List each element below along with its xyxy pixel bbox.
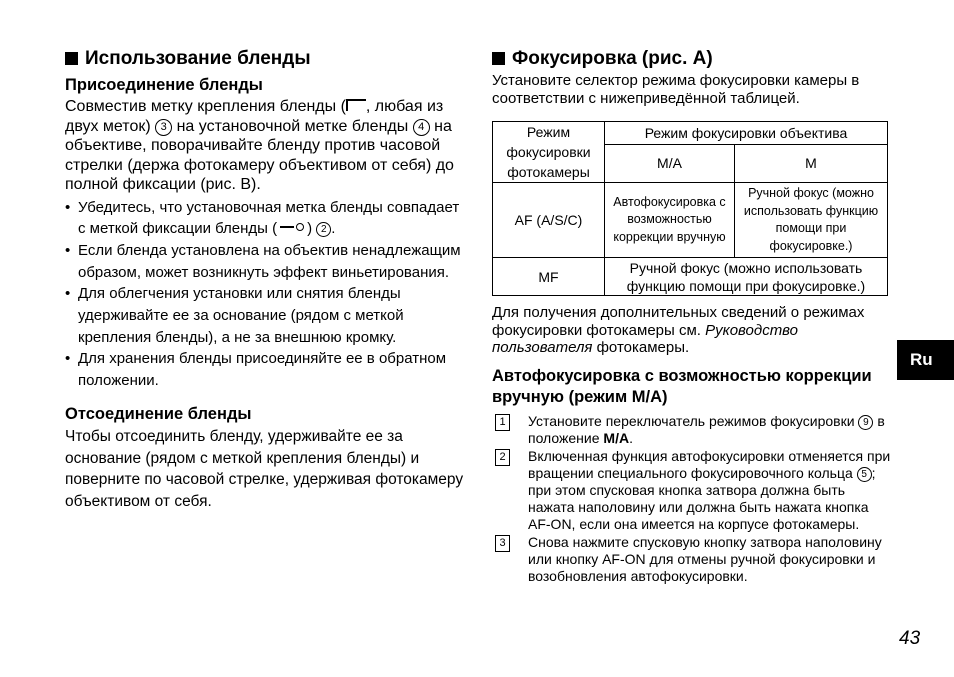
step-number: 1 <box>495 414 510 431</box>
left-column <box>65 48 465 513</box>
step-item: 3 Снова нажмите спусковую кнопку затвора наполовину или кнопку AF-ON для отмены ручной фокусировки и возобновления автофокусировки. <box>492 534 892 585</box>
col-m-header: M <box>735 144 888 182</box>
row-af-header: AF (A/S/C) <box>493 183 605 258</box>
page-number: 43 <box>899 628 921 649</box>
focus-section-heading: Фокусировка (рис. A) <box>492 48 892 70</box>
hood-lock-mark-icon <box>277 221 307 233</box>
ma-steps <box>492 413 892 585</box>
ma-subheading: Автофокусировка с возможностью коррекции вручную (режим M/A) <box>492 366 872 406</box>
hood-section-heading: Использование бленды <box>65 48 465 70</box>
attach-heading: Присоединение бленды <box>65 76 263 94</box>
bullet-item: • Убедитесь, что установочная метка бленды совпадает с меткой фиксации бленды ( ) 2 . <box>65 197 465 240</box>
callout-3: 3 <box>155 119 172 136</box>
step-number: 3 <box>495 535 510 552</box>
col-ma-header: M/A <box>605 144 735 182</box>
callout-2: 2 <box>316 222 331 237</box>
step-item: 2 Включенная функция автофокусировки отменяется при вращении специального фокусировочного кольца 5 ; при этом спусковая кнопка затвора должна быть нажата наполовину или должна быть нажата кнопка AF-ON, если она имеется на корпусе фотокамеры. <box>492 448 892 533</box>
right-column <box>492 48 892 586</box>
af-ma-cell: Автофокусировка с возможностью коррекции вручную <box>605 183 735 258</box>
step-item: 1 Установите переключатель режимов фокусировки 9 в положение M/A. <box>492 413 892 447</box>
mf-cell: Ручной фокус (можно использовать функцию помощи при фокусировке.) <box>605 258 888 296</box>
lens-mode-header: Режим фокусировки объектива <box>605 122 888 145</box>
detach-heading: Отсоединение бленды <box>65 404 252 423</box>
square-bullet-icon <box>492 52 505 65</box>
row-mf-header: MF <box>493 258 605 296</box>
callout-9: 9 <box>858 415 873 430</box>
step-number: 2 <box>495 449 510 466</box>
detach-paragraph: Чтобы отсоединить бленду, удерживайте ее за основание (рядом с меткой крепления бленды) и поверните по часовой стрелке, удерживая фотокамеру объективом от себя. <box>65 427 464 510</box>
callout-5: 5 <box>857 467 872 482</box>
bullet-item: • Если бленда установлена на объектив ненадлежащим образом, может возникнуть эффект виньетирования. <box>65 240 465 283</box>
attach-paragraph: Совместив метку крепления бленды ( , любая из двух меток) 3 на установочной метке бленды 4 на объективе, поворачивайте бленду против часовой стрелки (держа фотокамеру объективом от себя) до полной фиксации (рис. B). <box>65 98 454 193</box>
after-table-paragraph: Для получения дополнительных сведений о режимах фокусировки фотокамеры см. Руководство пользователя фотокамеры. <box>492 304 865 356</box>
af-m-cell: Ручной фокус (можно использовать функцию помощи при фокусировке.) <box>735 183 888 258</box>
square-bullet-icon <box>65 52 78 65</box>
focus-mode-table <box>492 121 888 296</box>
hood-mount-mark-icon <box>346 99 366 113</box>
bullet-item: • Для облегчения установки или снятия бленды удерживайте ее за основание (рядом с меткой крепления бленды), а не за внешнюю кромку. <box>65 283 465 348</box>
bullet-item: • Для хранения бленды присоединяйте ее в обратном положении. <box>65 348 465 391</box>
camera-mode-header: Режим фокусировки фотокамеры <box>493 122 605 183</box>
language-tab: Ru <box>897 340 954 380</box>
focus-intro: Установите селектор режима фокусировки камеры в соответствии с нижеприведённой таблицей. <box>492 72 860 107</box>
callout-4: 4 <box>413 119 430 136</box>
